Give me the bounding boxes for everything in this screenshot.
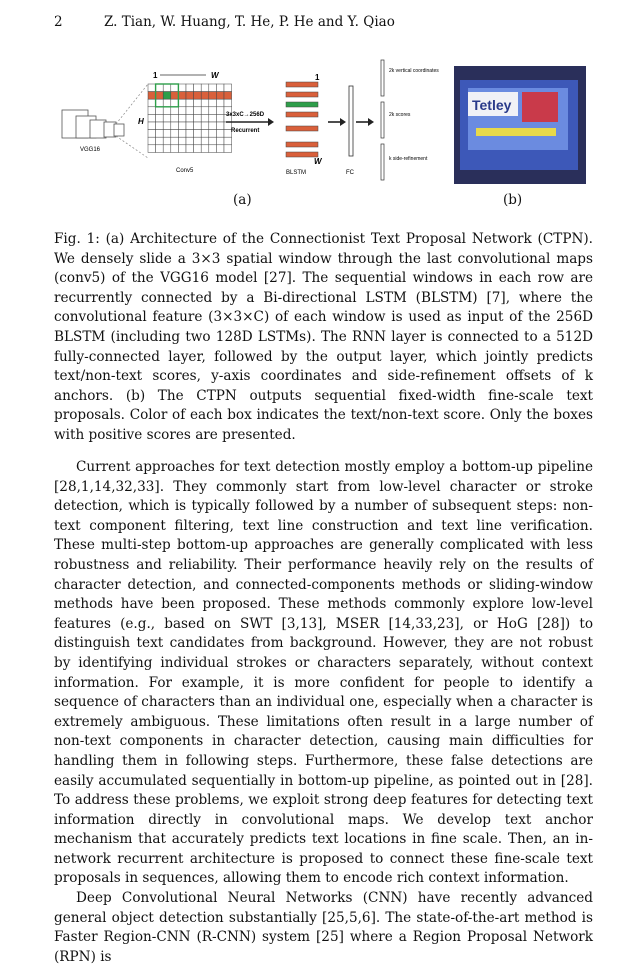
grid-cell bbox=[209, 137, 217, 145]
author-list: Z. Tian, W. Huang, T. He, P. He and Y. Qiao bbox=[104, 14, 395, 30]
grid-cell bbox=[194, 107, 202, 115]
grid-cell bbox=[224, 84, 232, 92]
grid-cell bbox=[201, 92, 209, 100]
grid-cell bbox=[178, 114, 186, 122]
grid-cell bbox=[201, 99, 209, 107]
grid-cell bbox=[178, 130, 186, 138]
grid-cell bbox=[156, 137, 164, 145]
grid-cell bbox=[148, 130, 156, 138]
blstm-unit bbox=[286, 82, 318, 87]
grid-cell bbox=[156, 99, 164, 107]
grid-cell bbox=[178, 137, 186, 145]
subcaption-b: (b) bbox=[503, 192, 523, 208]
grid-cell bbox=[148, 107, 156, 115]
grid-cell bbox=[201, 122, 209, 130]
grid-cell bbox=[209, 84, 217, 92]
vgg16-icon bbox=[62, 110, 124, 138]
h-side-label: H bbox=[138, 117, 144, 126]
grid-cell bbox=[163, 145, 171, 153]
grid-cell bbox=[194, 137, 202, 145]
arrow-text: 3x3xC→256D bbox=[226, 112, 265, 118]
grid-cell bbox=[216, 99, 224, 107]
grid-cell bbox=[194, 130, 202, 138]
grid-cell bbox=[186, 130, 194, 138]
grid-cell bbox=[186, 137, 194, 145]
grid-cell bbox=[171, 145, 179, 153]
grid-cell bbox=[156, 145, 164, 153]
grid-cell bbox=[171, 137, 179, 145]
paragraph: Deep Convolutional Neural Networks (CNN) have recently advanced general object detection substantially [25,5,6]. The state-of-the-art method is Faster Region-CNN (R-CNN) system [25] where a Region Proposal Network (RPN) is bbox=[54, 890, 593, 965]
grid-cell bbox=[148, 137, 156, 145]
grid-cell bbox=[186, 92, 194, 100]
conv5-label: Conv5 bbox=[176, 168, 194, 174]
grid-cell bbox=[163, 137, 171, 145]
grid-cell bbox=[224, 137, 232, 145]
w-blstm-label: W bbox=[314, 157, 322, 166]
grid-cell bbox=[163, 122, 171, 130]
grid-cell bbox=[156, 122, 164, 130]
grid-cell bbox=[216, 84, 224, 92]
grid-cell bbox=[156, 84, 164, 92]
grid-cell bbox=[216, 137, 224, 145]
w-top-label: W bbox=[211, 71, 219, 80]
grid-cell bbox=[216, 92, 224, 100]
grid-cell bbox=[201, 107, 209, 115]
grid-cell bbox=[186, 145, 194, 153]
grid-cell bbox=[163, 84, 171, 92]
grid-cell bbox=[171, 107, 179, 115]
vgg-label: VGG16 bbox=[80, 147, 101, 153]
grid-cell bbox=[201, 114, 209, 122]
grid-cell bbox=[216, 130, 224, 138]
grid-cell bbox=[209, 114, 217, 122]
blstm-unit bbox=[286, 142, 318, 147]
grid-cell bbox=[148, 114, 156, 122]
grid-cell bbox=[186, 107, 194, 115]
grid-cell bbox=[216, 122, 224, 130]
grid-cell bbox=[186, 99, 194, 107]
grid-cell bbox=[148, 122, 156, 130]
grid-cell bbox=[171, 84, 179, 92]
grid-cell bbox=[178, 92, 186, 100]
blstm-unit bbox=[286, 102, 318, 107]
grid-cell bbox=[224, 145, 232, 153]
grid-cell bbox=[148, 92, 156, 100]
blstm-unit bbox=[286, 112, 318, 117]
grid-cell bbox=[171, 92, 179, 100]
grid-cell bbox=[148, 84, 156, 92]
grid-cell bbox=[194, 114, 202, 122]
grid-cell bbox=[209, 130, 217, 138]
sample-photo bbox=[454, 66, 586, 184]
fc-label: FC bbox=[346, 170, 354, 176]
output-side bbox=[381, 144, 384, 180]
blstm-unit bbox=[286, 126, 318, 131]
grid-cell bbox=[163, 107, 171, 115]
output-scores bbox=[381, 102, 384, 138]
grid-cell bbox=[194, 99, 202, 107]
subcaption-a: (a) bbox=[233, 192, 252, 208]
grid-cell bbox=[163, 92, 171, 100]
grid-cell bbox=[148, 99, 156, 107]
grid-cell bbox=[224, 99, 232, 107]
grid-cell bbox=[201, 130, 209, 138]
grid-cell bbox=[209, 122, 217, 130]
paragraph: Current approaches for text detection mostly employ a bottom-up pipeline [28,1,14,32,33]. They commonly start from low-level character or stroke detection, which is typically followed by a number of subsequent steps: non-text component filtering, text line construction and text line verification. These multi-step bottom-up approaches are generally complicated with less robustness and reliability. Their performance heavily rely on the results of character detection, and connected-components methods or sliding-window methods have been proposed. These methods commonly explore low-level features (e.g., based on SWT [3,13], MSER [14,33,23], or HoG [28]) to distinguish text candidates from background. However, they are not robust by identifying individual strokes or characters separately, without context information. For example, it is more confident for people to identify a sequence of characters than an individual one, especially when a character is extremely ambiguous. These limitations often result in a large number of non-text components in character detection, causing main difficulties for handling them in following steps. Furthermore, these false detections are easily accumulated sequentially in bottom-up pipeline, as pointed out in [28]. To address these problems, we exploit strong deep features for detecting text information directly in convolutional maps. We develop text anchor mechanism that accurately predicts text locations in fine scale. Then, an in-network recurrent architecture is proposed to connect these fine-scale text proposals in sequences, allowing them to encode rich context information. bbox=[54, 459, 593, 887]
grid-cell bbox=[178, 99, 186, 107]
output-vertical bbox=[381, 60, 384, 96]
grid-cell bbox=[178, 145, 186, 153]
grid-cell bbox=[194, 92, 202, 100]
grid-cell bbox=[171, 114, 179, 122]
body-text bbox=[54, 458, 593, 967]
grid-cell bbox=[163, 130, 171, 138]
grid-cell bbox=[209, 92, 217, 100]
grid-cell bbox=[171, 99, 179, 107]
photo-text: Tetley bbox=[472, 97, 512, 113]
grid-cell bbox=[209, 99, 217, 107]
grid-cell bbox=[216, 145, 224, 153]
one-top-label: 1 bbox=[153, 71, 158, 80]
grid-cell bbox=[186, 122, 194, 130]
vertical-coords-label: 2k vertical coordinates bbox=[389, 68, 439, 74]
grid-cell bbox=[156, 107, 164, 115]
grid-cell bbox=[148, 145, 156, 153]
grid-cell bbox=[209, 145, 217, 153]
grid-cell bbox=[171, 130, 179, 138]
grid-cell bbox=[156, 130, 164, 138]
grid-cell bbox=[194, 122, 202, 130]
grid-cell bbox=[201, 84, 209, 92]
grid-cell bbox=[216, 114, 224, 122]
figure-caption: Fig. 1: (a) Architecture of the Connectionist Text Proposal Network (CTPN). We densely slide a 3×3 spatial window through the last convolutional maps (conv5) of the VGG16 model [27]. The sequential windows in each row are recurrently connected by a Bi-directional LSTM (BLSTM) [7], where the convolutional feature (3×3×C) of each window is used as input of the 256D BLSTM (including two 128D LSTMs). The RNN layer is connected to a 512D fully-connected layer, followed by the output layer, which jointly predicts text/non-text scores, y-axis coordinates and side-refinement offsets of k anchors. (b) The CTPN outputs sequential fixed-width fine-scale text proposals. Color of each box indicates the text/non-text score. Only the boxes with positive scores are presented. bbox=[54, 231, 593, 443]
grid-cell bbox=[178, 84, 186, 92]
grid-cell bbox=[163, 99, 171, 107]
fc-layer bbox=[349, 86, 353, 156]
one-blstm-label: 1 bbox=[315, 73, 320, 82]
recurrent-label: Recurrent bbox=[231, 128, 260, 134]
grid-cell bbox=[201, 145, 209, 153]
grid-cell bbox=[201, 137, 209, 145]
architecture-figure bbox=[56, 58, 588, 208]
grid-cell bbox=[163, 114, 171, 122]
grid-cell bbox=[178, 122, 186, 130]
page-number: 2 bbox=[54, 14, 63, 30]
scores-label: 2k scores bbox=[389, 112, 411, 118]
grid-cell bbox=[186, 114, 194, 122]
grid-cell bbox=[194, 84, 202, 92]
blstm-stack bbox=[286, 82, 318, 157]
grid-cell bbox=[156, 92, 164, 100]
blstm-label: BLSTM bbox=[286, 170, 307, 176]
side-refine-label: k side-refinement bbox=[389, 156, 428, 162]
grid-cell bbox=[209, 107, 217, 115]
grid-cell bbox=[216, 107, 224, 115]
grid-cell bbox=[178, 107, 186, 115]
grid-cell bbox=[186, 84, 194, 92]
blstm-unit bbox=[286, 92, 318, 97]
grid-cell bbox=[156, 114, 164, 122]
grid-cell bbox=[171, 122, 179, 130]
conv5-grid bbox=[148, 84, 232, 152]
grid-cell bbox=[224, 92, 232, 100]
grid-cell bbox=[194, 145, 202, 153]
